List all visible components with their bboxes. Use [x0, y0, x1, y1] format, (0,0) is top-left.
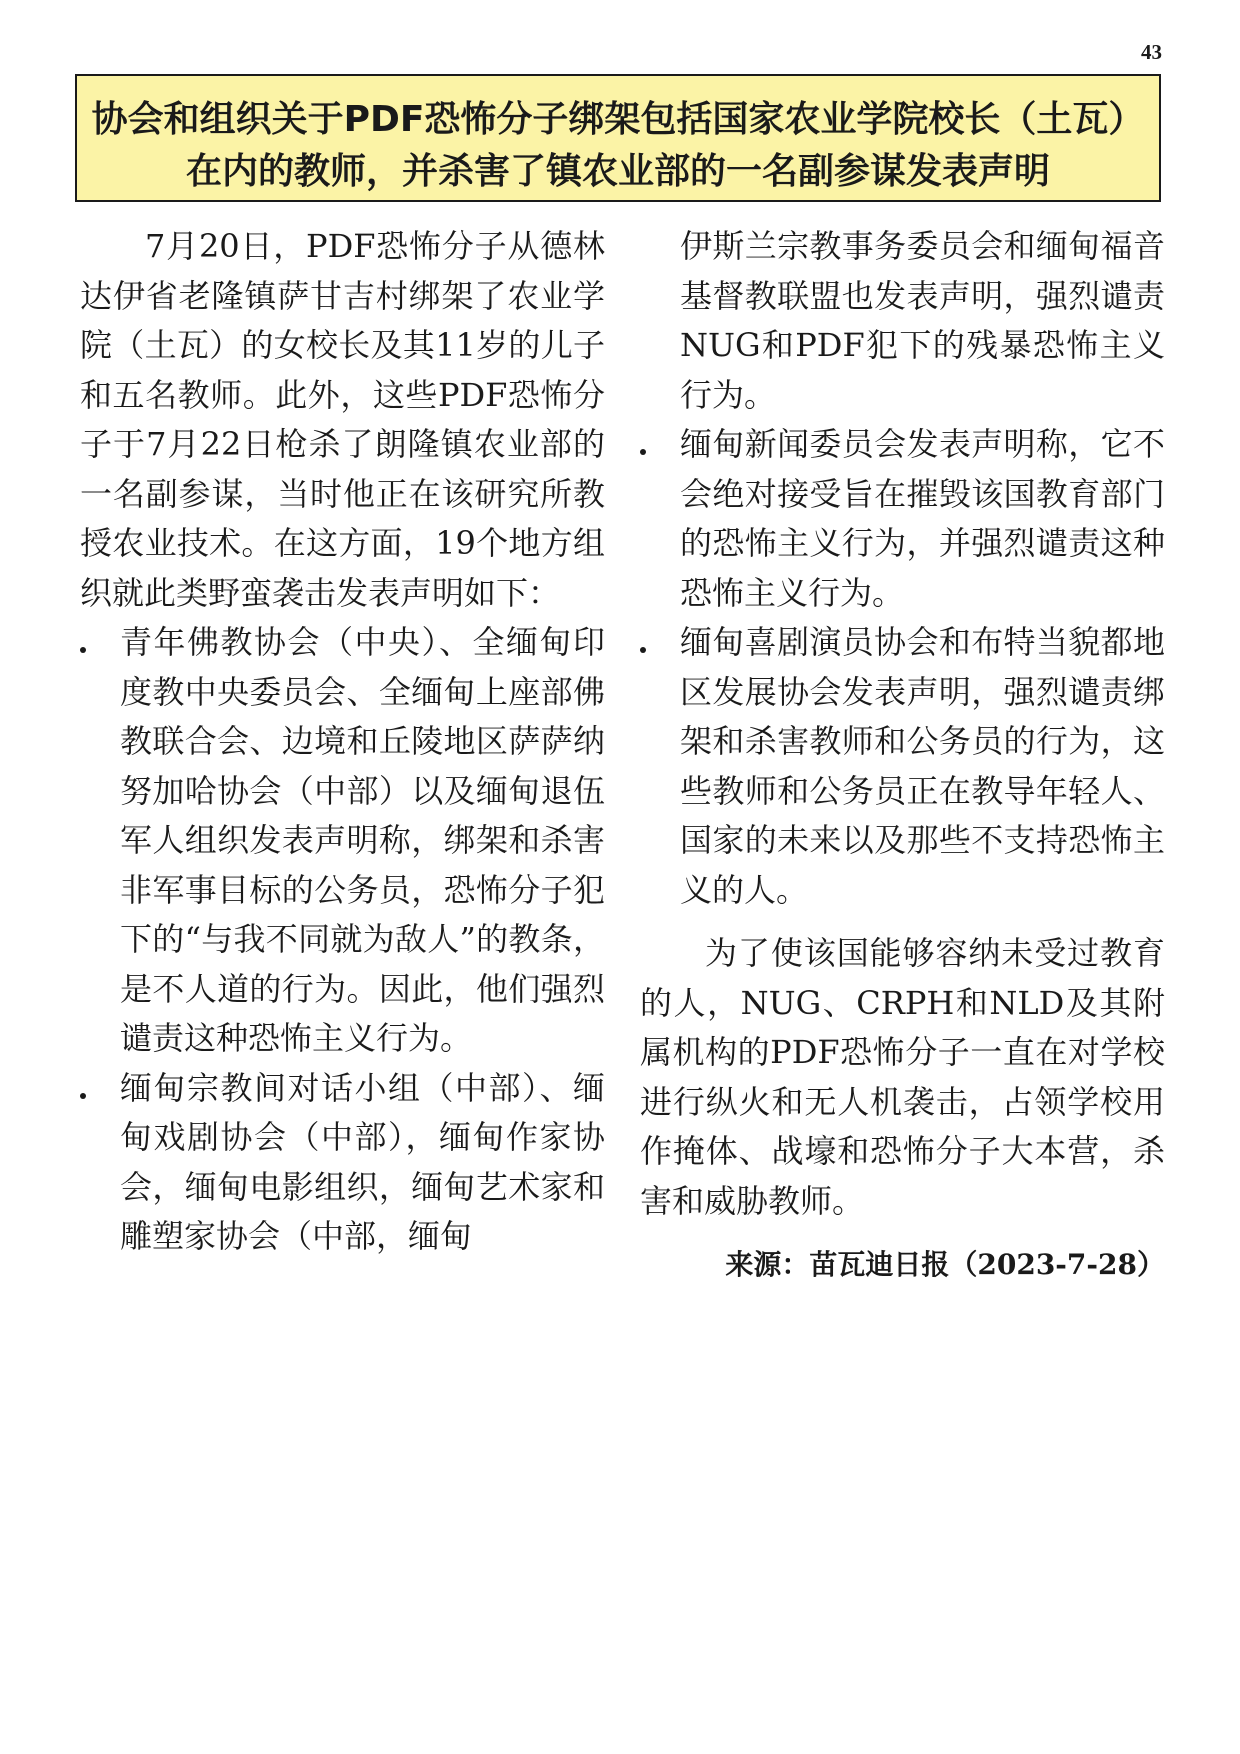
right-column	[640, 222, 1165, 1290]
bullet-item-2: 缅甸宗教间对话小组（中部）、缅甸戏剧协会（中部），缅甸作家协会，缅甸电影组织，缅甸艺术家和雕塑家协会（中部，缅甸	[80, 1064, 605, 1262]
source-citation: 来源：苗瓦迪日报（2023-7-28）	[725, 1248, 1165, 1281]
bullet-continuation: 伊斯兰宗教事务委员会和缅甸福音基督教联盟也发表声明，强烈谴责NUG和PDF犯下的残暴恐怖主义行为。	[680, 227, 1165, 414]
bullet-item-3: 缅甸新闻委员会发表声明称，它不会绝对接受旨在摧毁该国教育部门的恐怖主义行为，并强烈谴责这种恐怖主义行为。	[640, 420, 1165, 618]
page-number: 43	[1141, 40, 1162, 64]
left-column	[80, 222, 605, 1262]
intro-paragraph: 7月20日，PDF恐怖分子从德林达伊省老隆镇萨甘吉村绑架了农业学院（土瓦）的女校长及其11岁的儿子和五名教师。此外，这些PDF恐怖分子于7月22日枪杀了朗隆镇农业部的一名副参谋，当时他正在该研究所教授农业技术。在这方面，19个地方组织就此类野蛮袭击发表声明如下：	[80, 227, 605, 612]
bullet-item-1: 青年佛教协会（中央）、全缅甸印度教中央委员会、全缅甸上座部佛教联合会、边境和丘陵地区萨萨纳努加哈协会（中部）以及缅甸退伍军人组织发表声明称，绑架和杀害非军事目标的公务员，恐怖分子犯下的“与我不同就为敌人”的教条，是不人道的行为。因此，他们强烈谴责这种恐怖主义行为。	[80, 618, 605, 1064]
headline-line-2: 在内的教师，并杀害了镇农业部的一名副参谋发表声明	[185, 151, 1050, 192]
statement-list-right	[640, 420, 1165, 915]
closing-paragraph: 为了使该国能够容纳未受过教育的人，NUG、CRPH和NLD及其附属机构的PDF恐怖分子一直在对学校进行纵火和无人机袭击，占领学校用作掩体、战壕和恐怖分子大本营，杀害和威胁教师。	[640, 934, 1165, 1220]
bullet-item-4: 缅甸喜剧演员协会和布特当貌都地区发展协会发表声明，强烈谴责绑架和杀害教师和公务员的行为，这些教师和公务员正在教导年轻人、国家的未来以及那些不支持恐怖主义的人。	[640, 618, 1165, 915]
headline-box	[75, 74, 1161, 202]
statement-list-left	[80, 618, 605, 1262]
headline-line-1: 协会和组织关于PDF恐怖分子绑架包括国家农业学院校长（土瓦）	[91, 99, 1145, 140]
